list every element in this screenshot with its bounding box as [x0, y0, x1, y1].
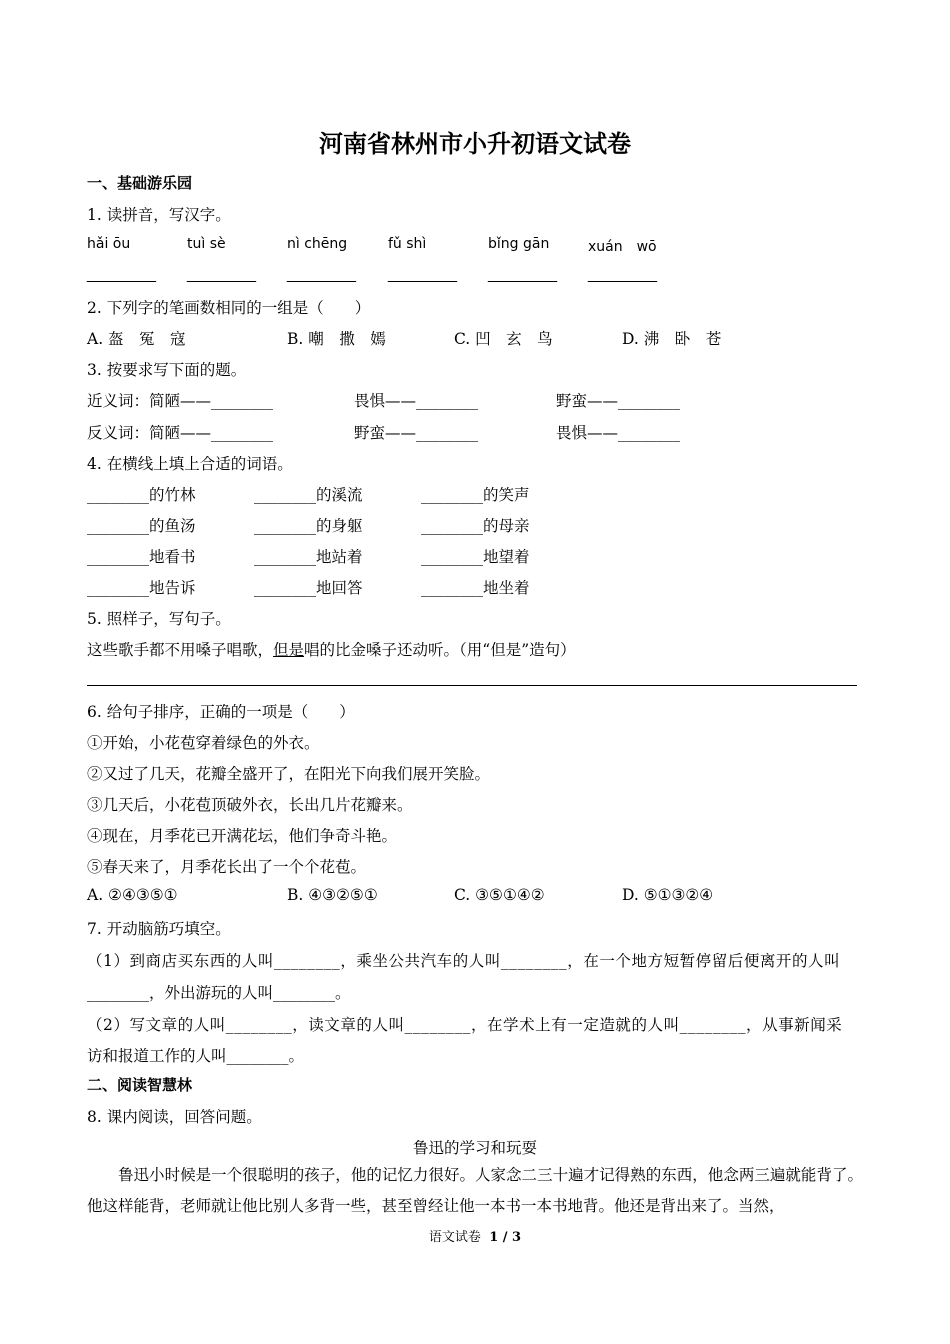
fill-item: ________地望着 [421, 548, 530, 566]
q2-option-a: A. 盔 冤 寇 [87, 330, 186, 348]
question-8-prompt: 8. 课内阅读，回答问题。 [87, 1108, 262, 1126]
fill-item: ________地告诉 [87, 579, 196, 597]
question-3-prompt: 3. 按要求写下面的题。 [87, 361, 247, 379]
antonym-item-3: 畏惧——________ [556, 424, 681, 442]
pinyin-5: bǐng gān [488, 236, 550, 252]
answer-blank-3[interactable]: ________ [287, 266, 356, 283]
page-number: 1 / 3 [489, 1230, 522, 1245]
page-title: 河南省林州市小升初语文试卷 [319, 129, 631, 158]
fill-item: ________地回答 [254, 579, 363, 597]
question-7-prompt: 7. 开动脑筋巧填空。 [87, 920, 231, 938]
pinyin-2: tuì sè [187, 236, 226, 252]
question-4-prompt: 4. 在横线上填上合适的词语。 [87, 455, 293, 473]
q6-option-a: A. ②④③⑤① [87, 886, 178, 904]
synonym-item-1: 近义词：简陋——________ [87, 392, 274, 410]
question-6-prompt: 6. 给句子排序，正确的一项是（ ） [87, 703, 355, 721]
section-heading-reading: 二、阅读智慧林 [87, 1076, 193, 1094]
pinyin-1: hǎi ōu [87, 236, 131, 252]
answer-blank-4[interactable]: ________ [388, 266, 457, 283]
synonym-item-3: 野蛮——________ [556, 392, 681, 410]
fill-item: ________地看书 [87, 548, 196, 566]
q2-option-d: D. 沸 卧 苍 [622, 330, 722, 348]
question-2-prompt: 2. 下列字的笔画数相同的一组是（ ） [87, 299, 371, 317]
question-5-prompt: 5. 照样子，写句子。 [87, 610, 231, 628]
fill-item: ________的笑声 [421, 486, 530, 504]
answer-blank-5[interactable]: ________ [488, 266, 557, 283]
q7-part2-line1: （2）写文章的人叫________，读文章的人叫________，在学术上有一定造就的人叫________，从事新闻采 [87, 1016, 843, 1034]
fill-item: ________的鱼汤 [87, 517, 196, 535]
sentence-3: ③几天后，小花苞顶破外衣，长出几片花瓣来。 [87, 796, 413, 814]
sentence-4: ④现在，月季花已开满花坛，他们争奇斗艳。 [87, 827, 398, 845]
q2-option-c: C. 凹 玄 鸟 [454, 330, 553, 348]
fill-item: ________的身躯 [254, 517, 363, 535]
q7-part1-line1: （1）到商店买东西的人叫________，乘坐公共汽车的人叫________，在一个地方短暂停留后便离开的人叫 [87, 952, 841, 970]
antonym-item-2: 野蛮——________ [354, 424, 479, 442]
q6-option-d: D. ⑤①③②④ [622, 886, 714, 904]
passage-title: 鲁迅的学习和玩耍 [412, 1139, 537, 1157]
q6-option-b: B. ④③②⑤① [287, 886, 378, 904]
pinyin-6: xuán wō [588, 239, 657, 255]
sentence-2: ②又过了几天，花瓣全盛开了，在阳光下向我们展开笑脸。 [87, 765, 491, 783]
answer-line[interactable] [87, 685, 857, 686]
fill-item: ________的溪流 [254, 486, 363, 504]
pinyin-4: fǔ shì [388, 236, 427, 252]
antonym-item-1: 反义词：简陋——________ [87, 424, 274, 442]
fill-item: ________地坐着 [421, 579, 530, 597]
example-text-part: 唱的比金嗓子还动听。（用“但是”造句） [304, 641, 576, 659]
fill-item: ________地站着 [254, 548, 363, 566]
answer-blank-2[interactable]: ________ [187, 266, 256, 283]
q5-example-sentence [87, 638, 576, 660]
example-underlined-word: 但是 [273, 641, 305, 659]
fill-item: ________的母亲 [421, 517, 530, 535]
sentence-5: ⑤春天来了，月季花长出了一个个花苞。 [87, 858, 367, 876]
q6-option-c: C. ③⑤①④② [454, 886, 545, 904]
passage-paragraph: 鲁迅小时候是一个很聪明的孩子，他的记忆力很好。人家念二三十遍才记得熟的东西，他念两三遍就能背了。他这样能背，老师就让他比别人多背一些，甚至曾经让他一本书一本书地背。他还是背出来了。当然， [87, 1166, 863, 1215]
question-1-prompt: 1. 读拼音，写汉字。 [87, 206, 231, 224]
sentence-1: ①开始，小花苞穿着绿色的外衣。 [87, 734, 320, 752]
answer-blank-1[interactable]: ________ [87, 266, 156, 283]
footer-label: 语文试卷 [428, 1230, 481, 1245]
section-heading-basics: 一、基础游乐园 [87, 174, 193, 192]
fill-item: ________的竹林 [87, 486, 196, 504]
synonym-item-2: 畏惧——________ [354, 392, 479, 410]
q7-part2-line2: 访和报道工作的人叫________。 [87, 1047, 305, 1065]
example-text-part: 这些歌手都不用嗓子唱歌， [87, 641, 274, 659]
q2-option-b: B. 嘲 撒 嫣 [287, 330, 386, 348]
q7-part1-line2: ________，外出游玩的人叫________。 [87, 984, 351, 1002]
answer-blank-6[interactable]: ________ [588, 266, 657, 283]
pinyin-3: nì chēng [287, 236, 348, 252]
page-footer [0, 1226, 950, 1245]
